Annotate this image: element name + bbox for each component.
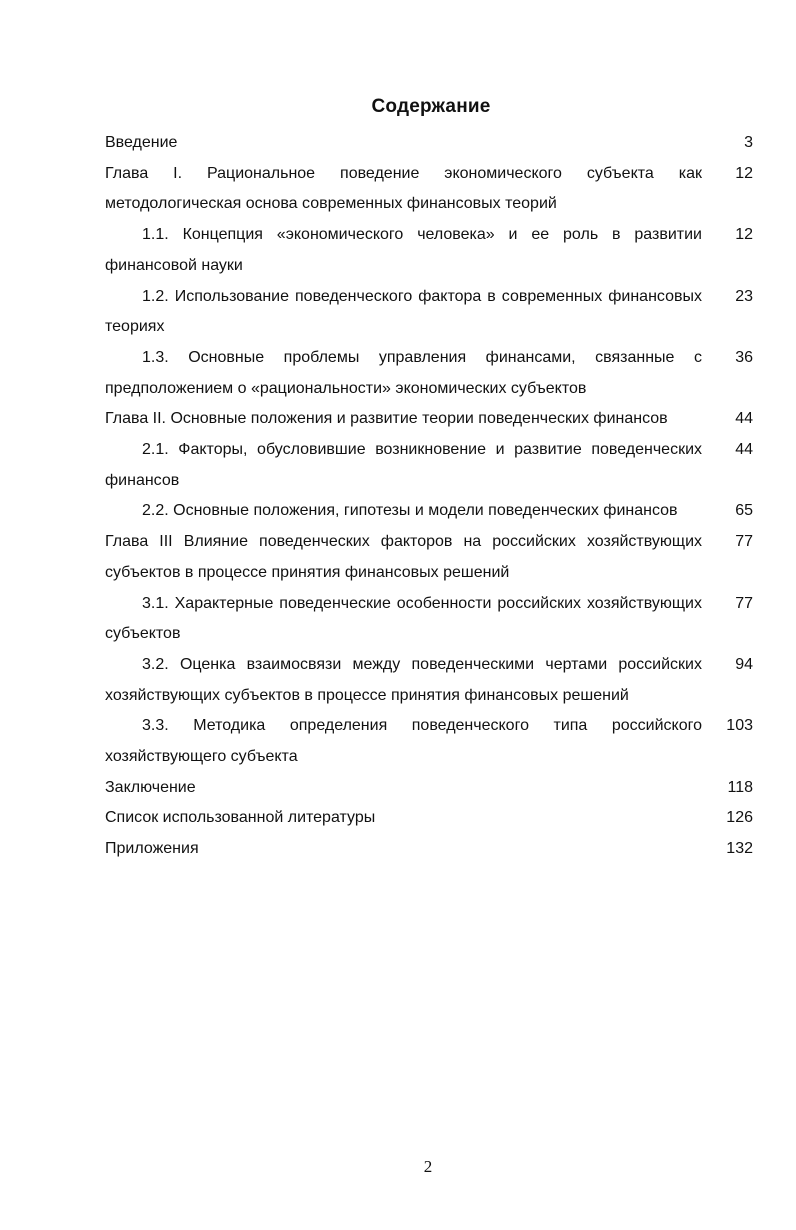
- toc-entry-text: Приложения: [105, 840, 199, 858]
- toc-entry-appendices: [105, 834, 753, 865]
- toc-entry-page: 44: [735, 410, 753, 428]
- toc-entry-text: Список использованной литературы: [105, 809, 376, 827]
- toc-entry-page: 126: [726, 809, 753, 827]
- toc-entry-chapter-1: [105, 159, 753, 220]
- toc-entry-text: 1.2. Использование поведенческого фактора в современных финансовых теориях: [105, 287, 702, 336]
- toc-entry-section-1-2: [105, 282, 753, 343]
- toc-entry-section-2-1: [105, 435, 753, 496]
- toc-entry-text: 1.3. Основные проблемы управления финансами, связанные с предположением о «рациональности» экономических субъектов: [105, 348, 702, 397]
- toc-entry-text: 3.1. Характерные поведенческие особенности российских хозяйствующих субъектов: [105, 594, 702, 643]
- toc-entry-chapter-2: [105, 404, 753, 435]
- toc-entry-page: 94: [735, 655, 753, 673]
- toc-entry-page: 23: [735, 287, 753, 305]
- toc-entry-page: 65: [735, 502, 753, 520]
- toc-entry-text: Глава II. Основные положения и развитие теории поведенческих финансов: [105, 410, 668, 428]
- toc-entry-text: 2.1. Факторы, обусловившие возникновение и развитие поведенческих финансов: [105, 441, 702, 489]
- toc-entry-text: 3.2. Оценка взаимосвязи между поведенческими чертами российских хозяйствующих субъектов в процессе принятия финансовых решений: [105, 655, 702, 704]
- toc-entry-section-1-1: [105, 220, 753, 281]
- toc-entry-text: Введение: [105, 134, 178, 151]
- toc-entry-conclusion: [105, 773, 753, 804]
- toc-entry-section-3-1: [105, 589, 753, 650]
- toc-entry-section-3-2: [105, 650, 753, 711]
- page-title: Содержание: [371, 96, 491, 117]
- toc-entry-text: Заключение: [105, 778, 196, 796]
- toc-entry-page: 12: [735, 164, 753, 182]
- toc-entry-text: 2.2. Основные положения, гипотезы и модели поведенческих финансов: [142, 502, 678, 520]
- toc-entry-text: 3.3. Методика определения поведенческого типа российского хозяйствующего субъекта: [105, 717, 702, 766]
- toc-entry-introduction: [105, 128, 753, 159]
- page-number: 2: [423, 1157, 433, 1176]
- toc-entry-page: 118: [727, 778, 753, 796]
- toc-entry-chapter-3: [105, 527, 753, 588]
- toc-entry-section-2-2: [105, 496, 753, 527]
- toc-entry-section-3-3: [105, 711, 753, 772]
- toc-entry-page: 77: [735, 594, 753, 612]
- toc-entry-page: 3: [744, 134, 753, 151]
- toc-entry-page: 132: [726, 840, 753, 858]
- toc-entry-text: 1.1. Концепция «экономического человека» и ее роль в развитии финансовой науки: [105, 226, 702, 274]
- toc-entry-page: 44: [735, 441, 753, 459]
- toc-entry-page: 103: [726, 717, 753, 735]
- toc-entry-page: 12: [735, 226, 753, 244]
- toc-entry-text: Глава III Влияние поведенческих факторов на российских хозяйствующих субъектов в процессе принятия финансовых решений: [105, 533, 702, 581]
- toc-entry-page: 36: [735, 348, 753, 366]
- table-of-contents: [105, 128, 753, 865]
- toc-entry-references: [105, 803, 753, 834]
- toc-entry-section-1-3: [105, 343, 753, 404]
- toc-entry-page: 77: [735, 533, 753, 551]
- toc-entry-text: Глава I. Рациональное поведение экономического субъекта как методологическая основа современных финансовых теорий: [105, 164, 702, 213]
